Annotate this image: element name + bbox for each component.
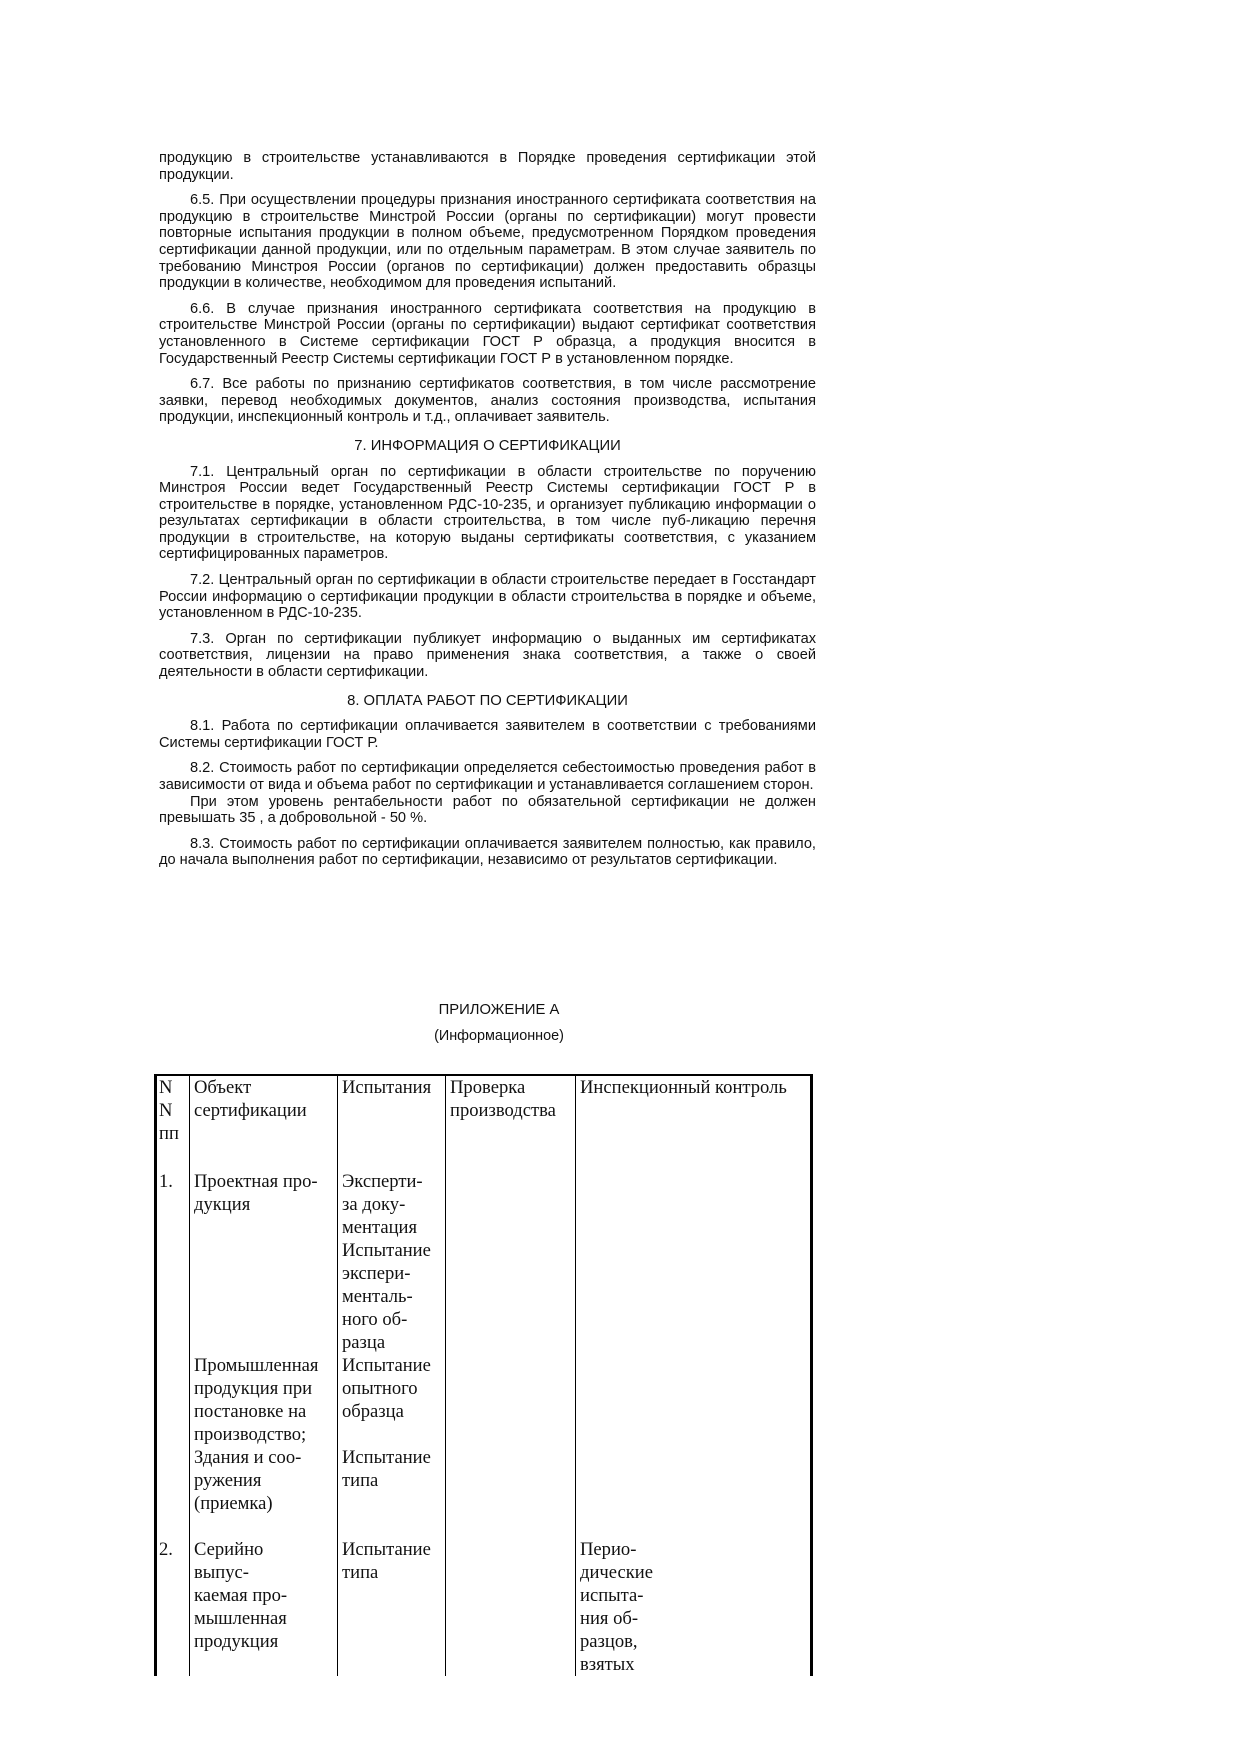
paragraph-8-3: 8.3. Стоимость работ по сертификации оплачивается заявителем полностью, как правило, до начала выполнения работ по сертификации, независимо от результатов сертификации.: [159, 835, 816, 869]
paragraph-6-5: 6.5. При осуществлении процедуры признания иностранного сертификата соответствия на продукцию в строительстве Минстрой России (органы по сертификации) могут провести повторные испытания продукции в полном объеме, предусмотренном Порядком проведения сертификации данной продукции, или по отдельным параметрам. В этом случае заявитель по требованию Минстроя России (органов по сертификации) должен предоставить образцы продукции в количестве, необходимом для проведения испытаний.: [159, 192, 816, 292]
object-design-product: Проектная про- дукция: [194, 1171, 318, 1215]
section-8-heading: 8. ОПЛАТА РАБОТ ПО СЕРТИФИКАЦИИ: [347, 692, 628, 709]
row-2-inspection: Перио- дические испыта- ния об- разцов, взятых: [576, 1515, 812, 1676]
table-row: [156, 1145, 812, 1515]
header-production-check: Проверка производства: [446, 1075, 576, 1145]
certification-table: [154, 1074, 813, 1676]
paragraph-8-2-note: При этом уровень рентабельности работ по обязательной сертификации не должен превышать 35 , а добровольной - 50 %.: [159, 793, 816, 827]
row-1-tests: [338, 1145, 446, 1515]
object-buildings: Здания и соо- ружения (приемка): [194, 1447, 302, 1514]
tests-type: Испытание типа: [342, 1447, 431, 1491]
tests-prototype: Испытание опытного образца: [342, 1355, 431, 1422]
document-body: [159, 150, 816, 878]
appendix-title: ПРИЛОЖЕНИЕ А: [438, 1002, 560, 1018]
paragraph-7-1: 7.1. Центральный орган по сертификации в области строительстве по поручению Минстроя России ведет Государственный Реестр Системы сертификации ГОСТ Р в строительстве в порядке, установленном РДС-10-235, и организует публикацию информации о результатах сертификации в области строительства, в том числе пуб-ликацию перечня продукции в строительстве, на которую выданы сертификаты соответствия, с указанием сертифицированных параметров.: [159, 463, 816, 563]
paragraph-6-6: 6.6. В случае признания иностранного сертификата соответствия на продукцию в строительстве Минстрой России (органы по сертификации) выдают сертификат соответствия установленного в Системе сертификации ГОСТ Р образца, а продукция вносится в Государственный Реестр Системы сертификации ГОСТ Р в установленном порядке.: [159, 300, 816, 367]
object-industrial-product: Промышленная продукция при постановке на производство;: [194, 1355, 319, 1445]
row-2-number: 2.: [156, 1515, 190, 1676]
header-number: N N пп: [156, 1075, 190, 1145]
paragraph-8-2: 8.2. Стоимость работ по сертификации определяется себестоимостью проведения работ в зависимости от вида и объема работ по сертификации и устанавливается соглашением сторон.: [159, 760, 816, 793]
tests-expertise: Эксперти- за доку- ментация Испытание экспери- менталь- ного об- разца: [342, 1171, 431, 1353]
table-row: [156, 1515, 812, 1676]
appendix-subtitle: (Информационное): [434, 1028, 564, 1044]
row-1-inspection: [576, 1145, 812, 1515]
paragraph-7-3: 7.3. Орган по сертификации публикует информацию о выданных им сертификатах соответствия, лицензии на право применения знака соответствия, а также о своей деятельности в области сертификации.: [159, 630, 816, 681]
row-2-production-check: [446, 1515, 576, 1676]
paragraph-6-7: 6.7. Все работы по признанию сертификатов соответствия, в том числе рассмотрение заявки, перевод необходимых документов, анализ состояния производства, испытания продукции, инспекционный контроль и т.д., оплачивает заявитель.: [159, 376, 816, 426]
row-1-object: [190, 1145, 338, 1515]
header-object: Объект сертификации: [190, 1075, 338, 1145]
row-1-number: 1.: [156, 1145, 190, 1515]
paragraph-continuation: продукцию в строительстве устанавливаются в Порядке проведения сертификации этой продукции.: [159, 150, 816, 183]
header-inspection: Инспекционный контроль: [576, 1075, 812, 1145]
section-7-heading: 7. ИНФОРМАЦИЯ О СЕРТИФИКАЦИИ: [354, 437, 621, 454]
row-2-tests: Испытание типа: [338, 1515, 446, 1676]
table-header-row: [156, 1075, 812, 1145]
row-2-object: Серийно выпус- каемая про- мышленная продукция: [190, 1515, 338, 1676]
header-tests: Испытания: [338, 1075, 446, 1145]
paragraph-8-1: 8.1. Работа по сертификации оплачивается заявителем в соответствии с требованиями Системы сертификации ГОСТ Р.: [159, 718, 816, 751]
paragraph-7-2: 7.2. Центральный орган по сертификации в области строительстве передает в Госстандарт России информацию о сертификации продукции в области строительства в порядке и объеме, установленном в РДС-10-235.: [159, 572, 816, 622]
row-1-production-check: [446, 1145, 576, 1515]
